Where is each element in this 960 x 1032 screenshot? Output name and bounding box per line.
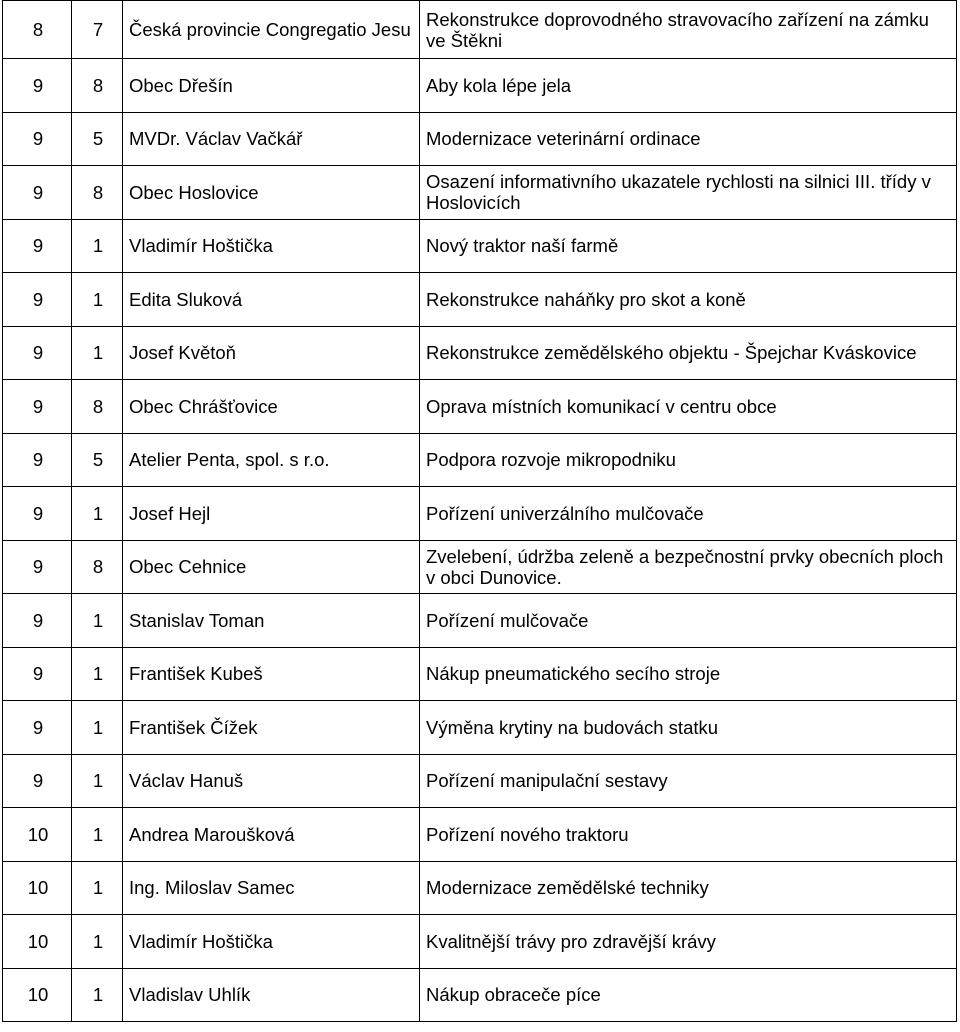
- cell-measure: 1: [72, 487, 123, 541]
- cell-project: Aby kola lépe jela: [420, 59, 957, 113]
- cell-project: Pořízení mulčovače: [420, 594, 957, 648]
- cell-priority: 10: [3, 808, 72, 862]
- table-row: [3, 808, 957, 862]
- cell-project: Rekonstrukce doprovodného stravovacího zařízení na zámku ve Štěkni: [420, 1, 957, 59]
- cell-priority: 8: [3, 1, 72, 59]
- cell-project: Nový traktor naší farmě: [420, 219, 957, 273]
- cell-priority: 9: [3, 59, 72, 113]
- cell-project: Rekonstrukce naháňky pro skot a koně: [420, 273, 957, 327]
- table-row: [3, 273, 957, 327]
- cell-measure: 5: [72, 112, 123, 166]
- cell-priority: 9: [3, 380, 72, 434]
- cell-priority: 9: [3, 647, 72, 701]
- table-row: [3, 701, 957, 755]
- cell-measure: 8: [72, 540, 123, 594]
- cell-priority: 9: [3, 112, 72, 166]
- cell-applicant: František Kubeš: [123, 647, 420, 701]
- cell-measure: 1: [72, 326, 123, 380]
- table-row: [3, 915, 957, 969]
- cell-priority: 9: [3, 219, 72, 273]
- cell-project: Pořízení nového traktoru: [420, 808, 957, 862]
- projects-table: [2, 0, 957, 1022]
- cell-priority: 9: [3, 273, 72, 327]
- cell-measure: 1: [72, 647, 123, 701]
- cell-applicant: Česká provincie Congregatio Jesu: [123, 1, 420, 59]
- cell-measure: 1: [72, 808, 123, 862]
- cell-project: Pořízení univerzálního mulčovače: [420, 487, 957, 541]
- cell-priority: 9: [3, 433, 72, 487]
- table-row: [3, 326, 957, 380]
- cell-applicant: Vladislav Uhlík: [123, 968, 420, 1022]
- table-row: [3, 540, 957, 594]
- cell-measure: 1: [72, 915, 123, 969]
- cell-project: Osazení informativního ukazatele rychlosti na silnici III. třídy v Hoslovicích: [420, 166, 957, 220]
- cell-measure: 1: [72, 968, 123, 1022]
- cell-measure: 1: [72, 861, 123, 915]
- cell-measure: 8: [72, 380, 123, 434]
- table-row: [3, 1, 957, 59]
- cell-applicant: Obec Chrášťovice: [123, 380, 420, 434]
- cell-applicant: Stanislav Toman: [123, 594, 420, 648]
- cell-applicant: Vladimír Hoštička: [123, 915, 420, 969]
- table-row: [3, 380, 957, 434]
- cell-project: Oprava místních komunikací v centru obce: [420, 380, 957, 434]
- cell-measure: 1: [72, 219, 123, 273]
- cell-applicant: Vladimír Hoštička: [123, 219, 420, 273]
- cell-priority: 10: [3, 861, 72, 915]
- cell-applicant: Obec Cehnice: [123, 540, 420, 594]
- cell-project: Zvelebení, údržba zeleně a bezpečnostní prvky obecních ploch v obci Dunovice.: [420, 540, 957, 594]
- cell-priority: 10: [3, 968, 72, 1022]
- cell-priority: 9: [3, 487, 72, 541]
- table-body: [3, 1, 957, 1022]
- cell-applicant: Andrea Maroušková: [123, 808, 420, 862]
- cell-applicant: Atelier Penta, spol. s r.o.: [123, 433, 420, 487]
- cell-priority: 9: [3, 326, 72, 380]
- cell-measure: 1: [72, 273, 123, 327]
- cell-project: Pořízení manipulační sestavy: [420, 754, 957, 808]
- table-row: [3, 433, 957, 487]
- table-row: [3, 594, 957, 648]
- table-row: [3, 487, 957, 541]
- cell-project: Rekonstrukce zemědělského objektu - Špejchar Kváskovice: [420, 326, 957, 380]
- table-row: [3, 968, 957, 1022]
- cell-applicant: Edita Sluková: [123, 273, 420, 327]
- table-row: [3, 59, 957, 113]
- cell-applicant: Josef Hejl: [123, 487, 420, 541]
- cell-measure: 7: [72, 1, 123, 59]
- cell-applicant: Václav Hanuš: [123, 754, 420, 808]
- cell-priority: 9: [3, 540, 72, 594]
- cell-project: Nákup pneumatického secího stroje: [420, 647, 957, 701]
- cell-measure: 8: [72, 59, 123, 113]
- cell-project: Podpora rozvoje mikropodniku: [420, 433, 957, 487]
- table-row: [3, 166, 957, 220]
- cell-project: Výměna krytiny na budovách statku: [420, 701, 957, 755]
- cell-measure: 8: [72, 166, 123, 220]
- table-row: [3, 647, 957, 701]
- cell-applicant: Ing. Miloslav Samec: [123, 861, 420, 915]
- cell-measure: 5: [72, 433, 123, 487]
- cell-applicant: Obec Dřešín: [123, 59, 420, 113]
- cell-project: Nákup obraceče píce: [420, 968, 957, 1022]
- cell-priority: 9: [3, 754, 72, 808]
- table-row: [3, 861, 957, 915]
- cell-measure: 1: [72, 594, 123, 648]
- cell-applicant: MVDr. Václav Vačkář: [123, 112, 420, 166]
- cell-applicant: František Čížek: [123, 701, 420, 755]
- cell-project: Modernizace zemědělské techniky: [420, 861, 957, 915]
- cell-applicant: Obec Hoslovice: [123, 166, 420, 220]
- table-row: [3, 112, 957, 166]
- cell-priority: 9: [3, 701, 72, 755]
- cell-project: Modernizace veterinární ordinace: [420, 112, 957, 166]
- cell-measure: 1: [72, 701, 123, 755]
- cell-priority: 9: [3, 594, 72, 648]
- table-row: [3, 754, 957, 808]
- cell-priority: 10: [3, 915, 72, 969]
- cell-applicant: Josef Květoň: [123, 326, 420, 380]
- table-row: [3, 219, 957, 273]
- cell-measure: 1: [72, 754, 123, 808]
- cell-project: Kvalitnější trávy pro zdravější krávy: [420, 915, 957, 969]
- cell-priority: 9: [3, 166, 72, 220]
